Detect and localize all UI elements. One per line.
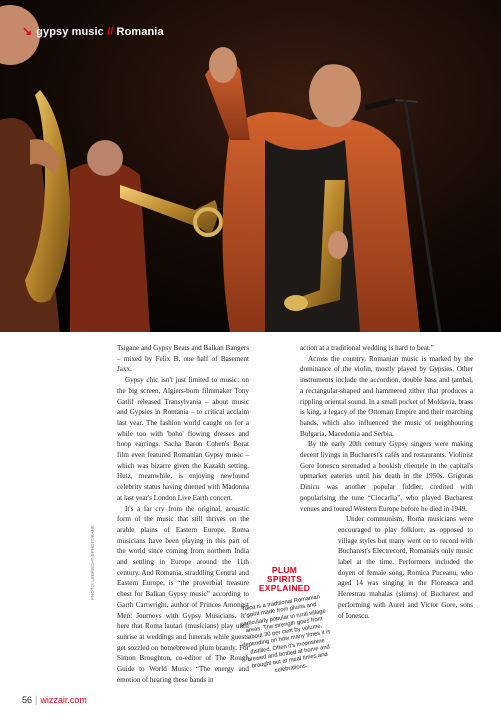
sidebar-title-line: PLUM: [271, 565, 298, 575]
paragraph: Gypsy chic isn't just limited to music: on the big screen, Algiers-born filmmaker Tony Gatlif released Transylvania – about music and Gypsies in Romania – to critical acclaim last year. The fashion world caught on for a while too with 'boho' flowing dresses and hoop earrings. Sacha Baron Cohen's Borat film even featured Romanian Gypsy music – which was bizarre given the Kazakh setting. Hutz, meanwhile, is enjoying newfound celebrity status having duetted with Madonna at last year's London Live Earth concert.: [117, 376, 249, 502]
sidebar-title-line: EXPLAINED: [258, 582, 311, 593]
singer-raised-hand: [209, 47, 237, 83]
sidebar-title: [236, 566, 333, 592]
subsection-label: Romania: [116, 26, 164, 38]
paragraph: By the early 20th century Gypsy singers were making decent livings in Bucharest's cafés and restaurants. Violinist Gore Ionescu serenaded a bookish clientele in the capital's upmarket eateries until his death in the 1950s. Grigoras Dinicu was another popular fiddler, credited with popularising the tune “Ciocarlia”, who played Bucharest venues and toured Western Europe before he died in 1949.: [300, 440, 473, 513]
paragraph: Across the country, Romanian music is marked by the dominance of the violin, mostly played by Gypsies. Other instruments include the accordion, double bass and ţambal, a rectangular-shaped and hammered zither that produces a rippling oriental sound. In a small pocket of Moldavia, brass is king, a legacy of the Ottoman Empire and their marching bands, which also influenced the music of neighbouring Bulgaria, Macedonia and Serbia.: [300, 354, 473, 438]
section-header: [22, 24, 164, 38]
section-separator: //: [107, 26, 114, 38]
section-label: gypsy music: [36, 26, 104, 38]
hero-photo: [0, 0, 501, 332]
paragraph: Under communism, Roma musicians were encouraged to play folklore, as opposed to village styles but many went on to record with Bucharest's Electrecord, Romania's only music label at the time. Performers included the doyen of female song, Romica Puceanu, who aged 14 was singing in the Floreasca and Herestrau mahalas (slums) of Bucharest and performing with Aurel and Victor Gore, sons of Ionescu.: [338, 515, 473, 620]
plum-spirits-sidebar: [236, 560, 333, 672]
sidebar-title-line: SPIRITS: [266, 573, 303, 584]
arrow-icon: ↘: [22, 24, 33, 38]
article-column-1: [117, 343, 249, 686]
page-number: 56: [22, 695, 33, 705]
paragraph: Tsigane and Gypsy Beats and Balkan Bangers – mixed by Felix B, one half of Basement Jaxx.: [117, 344, 249, 374]
trumpeter-head: [87, 140, 123, 176]
paragraph: action at a traditional wedding is hard to beat.”: [300, 344, 434, 352]
sidebar-body: Tuica is a traditional Romanian spirit made from plums and particularly popular in rural village areas. The strength goes from about 30 per cent by volume, depending on how many times it is distilled. Often it's moonshine brewed and bottled at home and brought out at meal times and celebrations.: [239, 594, 331, 674]
paragraph: It's a far cry from the original, acoustic form of the music that still thrives on the arable plains of Eastern Europe. Roma musicians have been playing in this part of the world since coming from northern India and settling in Europe around the 11th century. And Romania, straddling Central and Eastern Europe, is “the proverbial treasure chest for Balkan Gypsy music” according to Garth Cartwright, author of Princes Amongst Men: Journeys with Gypsy Musicians. It's here that Roma lautari (musicians) play until sunrise at weddings and funerals while guests get sozzled on homebrewed plum brandy. For Simon Broughton, co-editor of The Rough Guide to World Music: “The energy and emotion of hearing these bands in: [117, 504, 249, 684]
singer-head: [309, 63, 361, 127]
page-footer: [22, 695, 87, 705]
photo-credit: PHOTO: LEBRECHT/EPHOTOBANK: [90, 525, 95, 600]
footer-divider: |: [35, 695, 38, 705]
footer-site-link[interactable]: wizzair.com: [40, 695, 87, 705]
band-photo-illustration: [0, 0, 501, 332]
trumpeter-body: [70, 161, 150, 332]
